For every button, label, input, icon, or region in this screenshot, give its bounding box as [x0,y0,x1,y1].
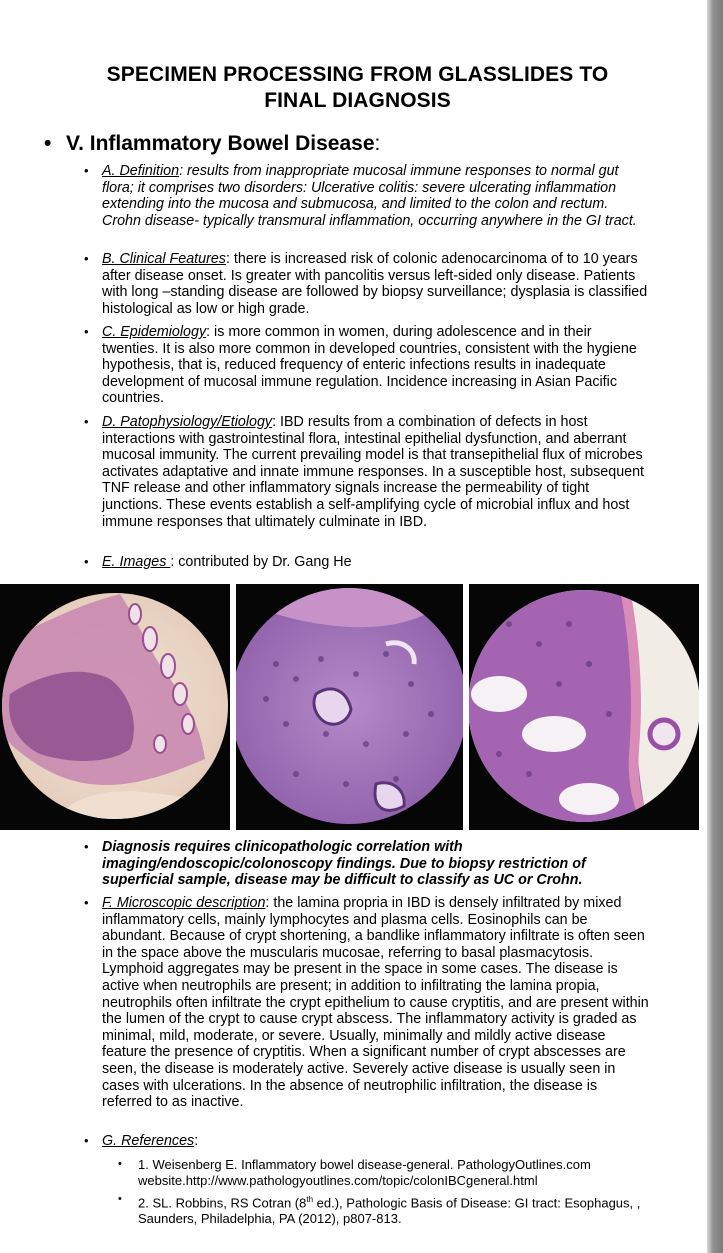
microscopic-heading: F. Microscopic description [102,895,266,911]
reference-2-sup: th [306,1195,314,1204]
bullet-icon: • [44,132,52,155]
section-heading-colon: : [374,132,381,155]
clinical-features-heading: B. Clinical Features [102,251,226,267]
bullet-icon: • [118,1158,122,1170]
bullet-icon: • [84,554,89,569]
images-text: : contributed by Dr. Gang He [170,554,352,570]
pathophysiology-text: : IBD results from a combination of defects in host interactions with gastrointestinal flora, intestinal epithelial dysfunction, and aberrant mucosal immunity. The current prevailing model is that transepithelial flux of microbes activates adaptative and innate immune responses. In a susceptible host, subsequent TNF release and other inflammatory signals increase the permeability of tight junctions. These events establish a self-amplifying cycle of microbial influx and host immune responses that ultimately culminate in IBD. [102,414,645,530]
list-item-definition [84,163,650,229]
bullet-icon: • [84,895,89,910]
title-line-2: FINAL DIAGNOSIS [264,89,451,112]
reference-2-text-b: ed.), Pathologic Basis of Disease: GI tract: Esophagus, , Saunders, Philadelphia, PA (2012), p807-813. [138,1195,641,1226]
bullet-icon: • [84,1133,89,1148]
microscopic-text: : the lamina propria in IBD is densely infiltrated by mixed inflammatory cells, mainly lymphocytes and plasma cells. Eosinophils can be abundant. Because of crypt shortening, a bandlike inflammatory infiltrate is often seen in the space above the muscularis mucosae, referring to basal plasmacytosis. Lymphoid aggregates may be present in the space in some cases. The disease is active when neutrophils are present; in addition to infiltrating the lamina propia, neutrophils often infiltrate the crypt epithelium to cause cryptitis, and are present within the lumen of the crypt to cause crypt abscess. The inflammatory activity is graded as minimal, mild, moderate, or severe. Usually, minimally and mildly active disease feature the presence of cryptitis. When a significant number of crypt abscesses are seen, the disease is moderately active. Severely active disease is usually seen in cases with ulcerations. In the absence of neutrophilic infiltration, the disease is referred to as inactive. [102,895,649,1111]
reference-2-text-a: 2. SL. Robbins, RS Cotran (8 [138,1195,307,1211]
list-item-pathophysiology [84,414,650,530]
definition-heading: A. Definition [102,163,180,179]
bullet-icon: • [84,414,89,429]
clinical-features-text: : there is increased risk of colonic adenocarcinoma of to 10 years after disease onset. Is greater with pancolitis versus left-sided only disease. Patients with long –standing disease are followed by biopsy surveillance; dysplasia is classified histological as low or high grade. [102,251,648,317]
list-item-clinical-features [84,251,650,317]
references-colon: : [194,1133,199,1149]
section-heading-text: V. Inflammatory Bowel Disease [66,132,375,155]
bullet-icon: • [84,839,89,854]
diagnosis-text: Diagnosis requires clinicopathologic correlation with imaging/endoscopic/colonoscopy findings. Due to biopsy restriction of superficial sample, disease may be difficult to classify as UC or Crohn. [102,839,586,889]
bullet-icon: • [84,251,89,266]
title-line-1: SPECIMEN PROCESSING FROM GLASSLIDES TO [106,63,609,86]
bullet-icon: • [84,163,89,178]
bullet-icon: • [84,324,89,339]
histology-photo-3 [469,584,699,830]
reference-1 [118,1157,648,1188]
pathophysiology-heading: D. Patophysiology/Etiology [102,414,273,430]
list-item-images [84,554,650,571]
list-item-microscopic [84,895,650,1111]
images-heading: E. Images [102,554,171,570]
epidemiology-text: : is more common in women, during adolescence and in their twenties. It is also more common in developed countries, consistent with the hygiene hypothesis, that is, reduced frequency of enteric infections results in inadequate development of mucosal immune regulation. Incidence increasing in Asian Pacific countries. [102,324,637,407]
list-item-references [84,1133,650,1150]
epidemiology-heading: C. Epidemiology [102,324,207,340]
histology-photo-1 [0,584,230,830]
reference-1-text: 1. Weisenberg E. Inflammatory bowel disease-general. PathologyOutlines.com website.http://www.pathologyoutlines.com/topic/colonIBCgeneral.html [138,1157,591,1188]
references-heading: G. References [102,1133,195,1149]
list-item-diagnosis [84,839,650,889]
reference-2 [118,1192,648,1226]
bullet-icon: • [118,1193,122,1205]
page-edge-shadow [707,0,723,1253]
definition-text: : results from inappropriate mucosal immune responses to normal gut flora; it comprises two disorders: Ulcerative colitis: severe ulcerating inflammation extending into the mucosa and submucosa, and limited to the colon and rectum. Crohn disease- typically transmural inflammation, occurring anywhere in the GI tract. [102,163,637,229]
list-item-epidemiology [84,324,650,407]
page-title [20,62,695,114]
histology-photo-2 [236,584,463,830]
histology-images [0,584,707,830]
